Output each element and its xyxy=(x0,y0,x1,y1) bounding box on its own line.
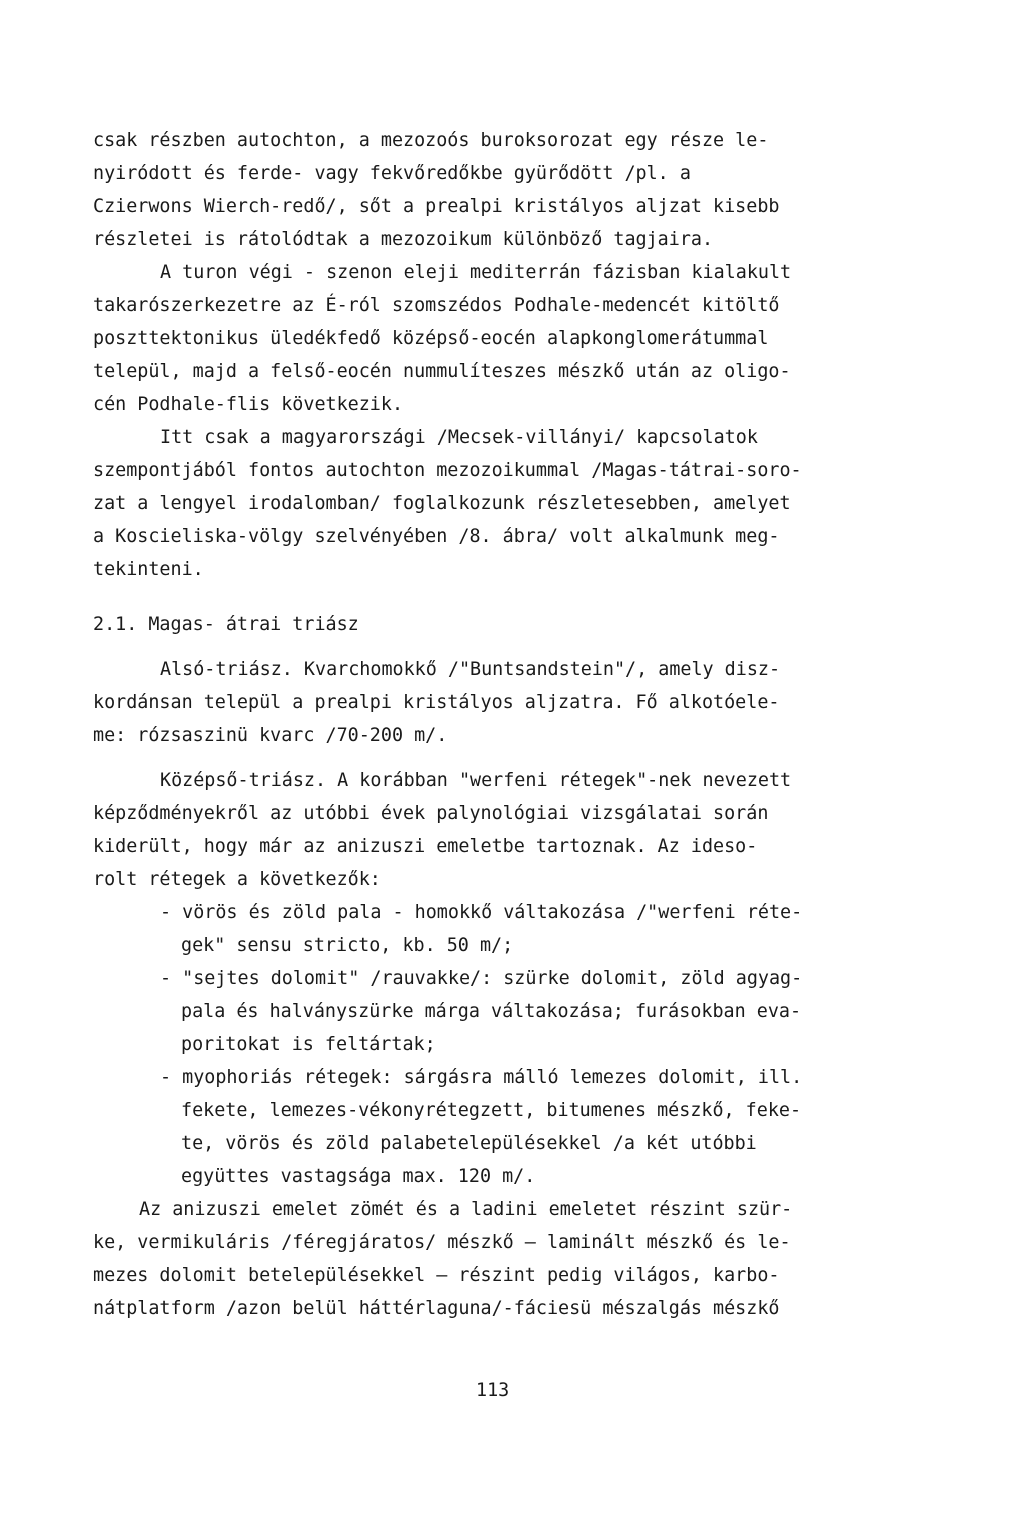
text-line-22: rolt rétegek a következők: xyxy=(93,869,381,890)
text-line-21: kiderült, hogy már az anizuszi emeletbe tartoznak. Az ideso- xyxy=(93,836,758,857)
text-line-9: cén Podhale-flis következik. xyxy=(93,394,404,415)
text-line-13: a Koscieliska-völgy szelvényében /8. ábra/ volt alkalmunk meg- xyxy=(93,526,780,547)
text-line-14: tekinteni. xyxy=(93,559,204,580)
text-line-34: mezes dolomit betelepülésekkel — részint pedig világos, karbo- xyxy=(93,1265,780,1286)
list-item-2-cont-2: poritokat is feltártak; xyxy=(181,1034,436,1055)
list-item-3-cont-2: te, vörös és zöld palabetelepülésekkel /a két utóbbi xyxy=(181,1133,757,1154)
text-line-33: ke, vermikuláris /féregjáratos/ mészkő — laminált mészkő és le- xyxy=(93,1232,791,1253)
text-line-5: A turon végi - szenon eleji mediterrán fázisban kialakult xyxy=(160,262,792,283)
page-number: 113 xyxy=(476,1380,510,1401)
text-line-3: Czierwons Wierch-redő/, sőt a prealpi kristályos aljzat kisebb xyxy=(93,196,780,217)
text-line-1: csak részben autochton, a mezozoós buroksorozat egy része le- xyxy=(93,130,769,151)
text-line-12: zat a lengyel irodalomban/ foglalkozunk részletesebben, amelyet xyxy=(93,493,791,514)
text-line-7: poszttektonikus üledékfedő középső-eocén alapkonglomerátummal xyxy=(93,328,769,349)
list-item-3-cont-3: együttes vastagsága max. 120 m/. xyxy=(181,1166,536,1187)
text-line-19: Középső-triász. A korábban "werfeni rétegek"-nek nevezett xyxy=(160,770,792,791)
section-heading: 2.1. Magas- átrai triász xyxy=(93,614,359,635)
text-line-11: szempontjából fontos autochton mezozoikummal /Magas-tátrai-soro- xyxy=(93,460,802,481)
list-item-2-cont-1: pala és halványszürke márga váltakozása; furásokban eva- xyxy=(181,1001,802,1022)
list-item-3-cont-1: fekete, lemezes-vékonyrétegzett, bitumenes mészkő, feke- xyxy=(181,1100,802,1121)
list-item-2: - "sejtes dolomit" /rauvakke/: szürke dolomit, zöld agyag- xyxy=(160,968,803,989)
text-line-17: kordánsan települ a prealpi kristályos aljzatra. Fő alkotóele- xyxy=(93,692,780,713)
text-line-4: részletei is rátolódtak a mezozoikum különböző tagjaira. xyxy=(93,229,714,250)
list-item-1-cont: gek" sensu stricto, kb. 50 m/; xyxy=(181,935,514,956)
list-item-1: - vörös és zöld pala - homokkő váltakozása /"werfeni réte- xyxy=(160,902,803,923)
list-item-3: - myophoriás rétegek: sárgásra málló lemezes dolomit, ill. xyxy=(160,1067,803,1088)
text-line-35: nátplatform /azon belül háttérlaguna/-fáciesü mészalgás mészkő xyxy=(93,1298,780,1319)
text-line-18: me: rózsaszinü kvarc /70-200 m/. xyxy=(93,725,448,746)
text-line-2: nyiródott és ferde- vagy fekvőredőkbe gyürődött /pl. a xyxy=(93,163,691,184)
text-line-6: takarószerkezetre az É-ról szomszédos Podhale-medencét kitöltő xyxy=(93,295,780,316)
text-line-16: Alsó-triász. Kvarchomokkő /"Buntsandstein"/, amely disz- xyxy=(160,659,781,680)
text-line-8: települ, majd a felső-eocén nummulíteszes mészkő után az oligo- xyxy=(93,361,791,382)
text-line-20: képződményekről az utóbbi évek palynológiai vizsgálatai során xyxy=(93,803,769,824)
text-line-10: Itt csak a magyarországi /Mecsek-villányi/ kapcsolatok xyxy=(160,427,758,448)
text-line-32: Az anizuszi emelet zömét és a ladini emeletet részint szür- xyxy=(139,1199,793,1220)
